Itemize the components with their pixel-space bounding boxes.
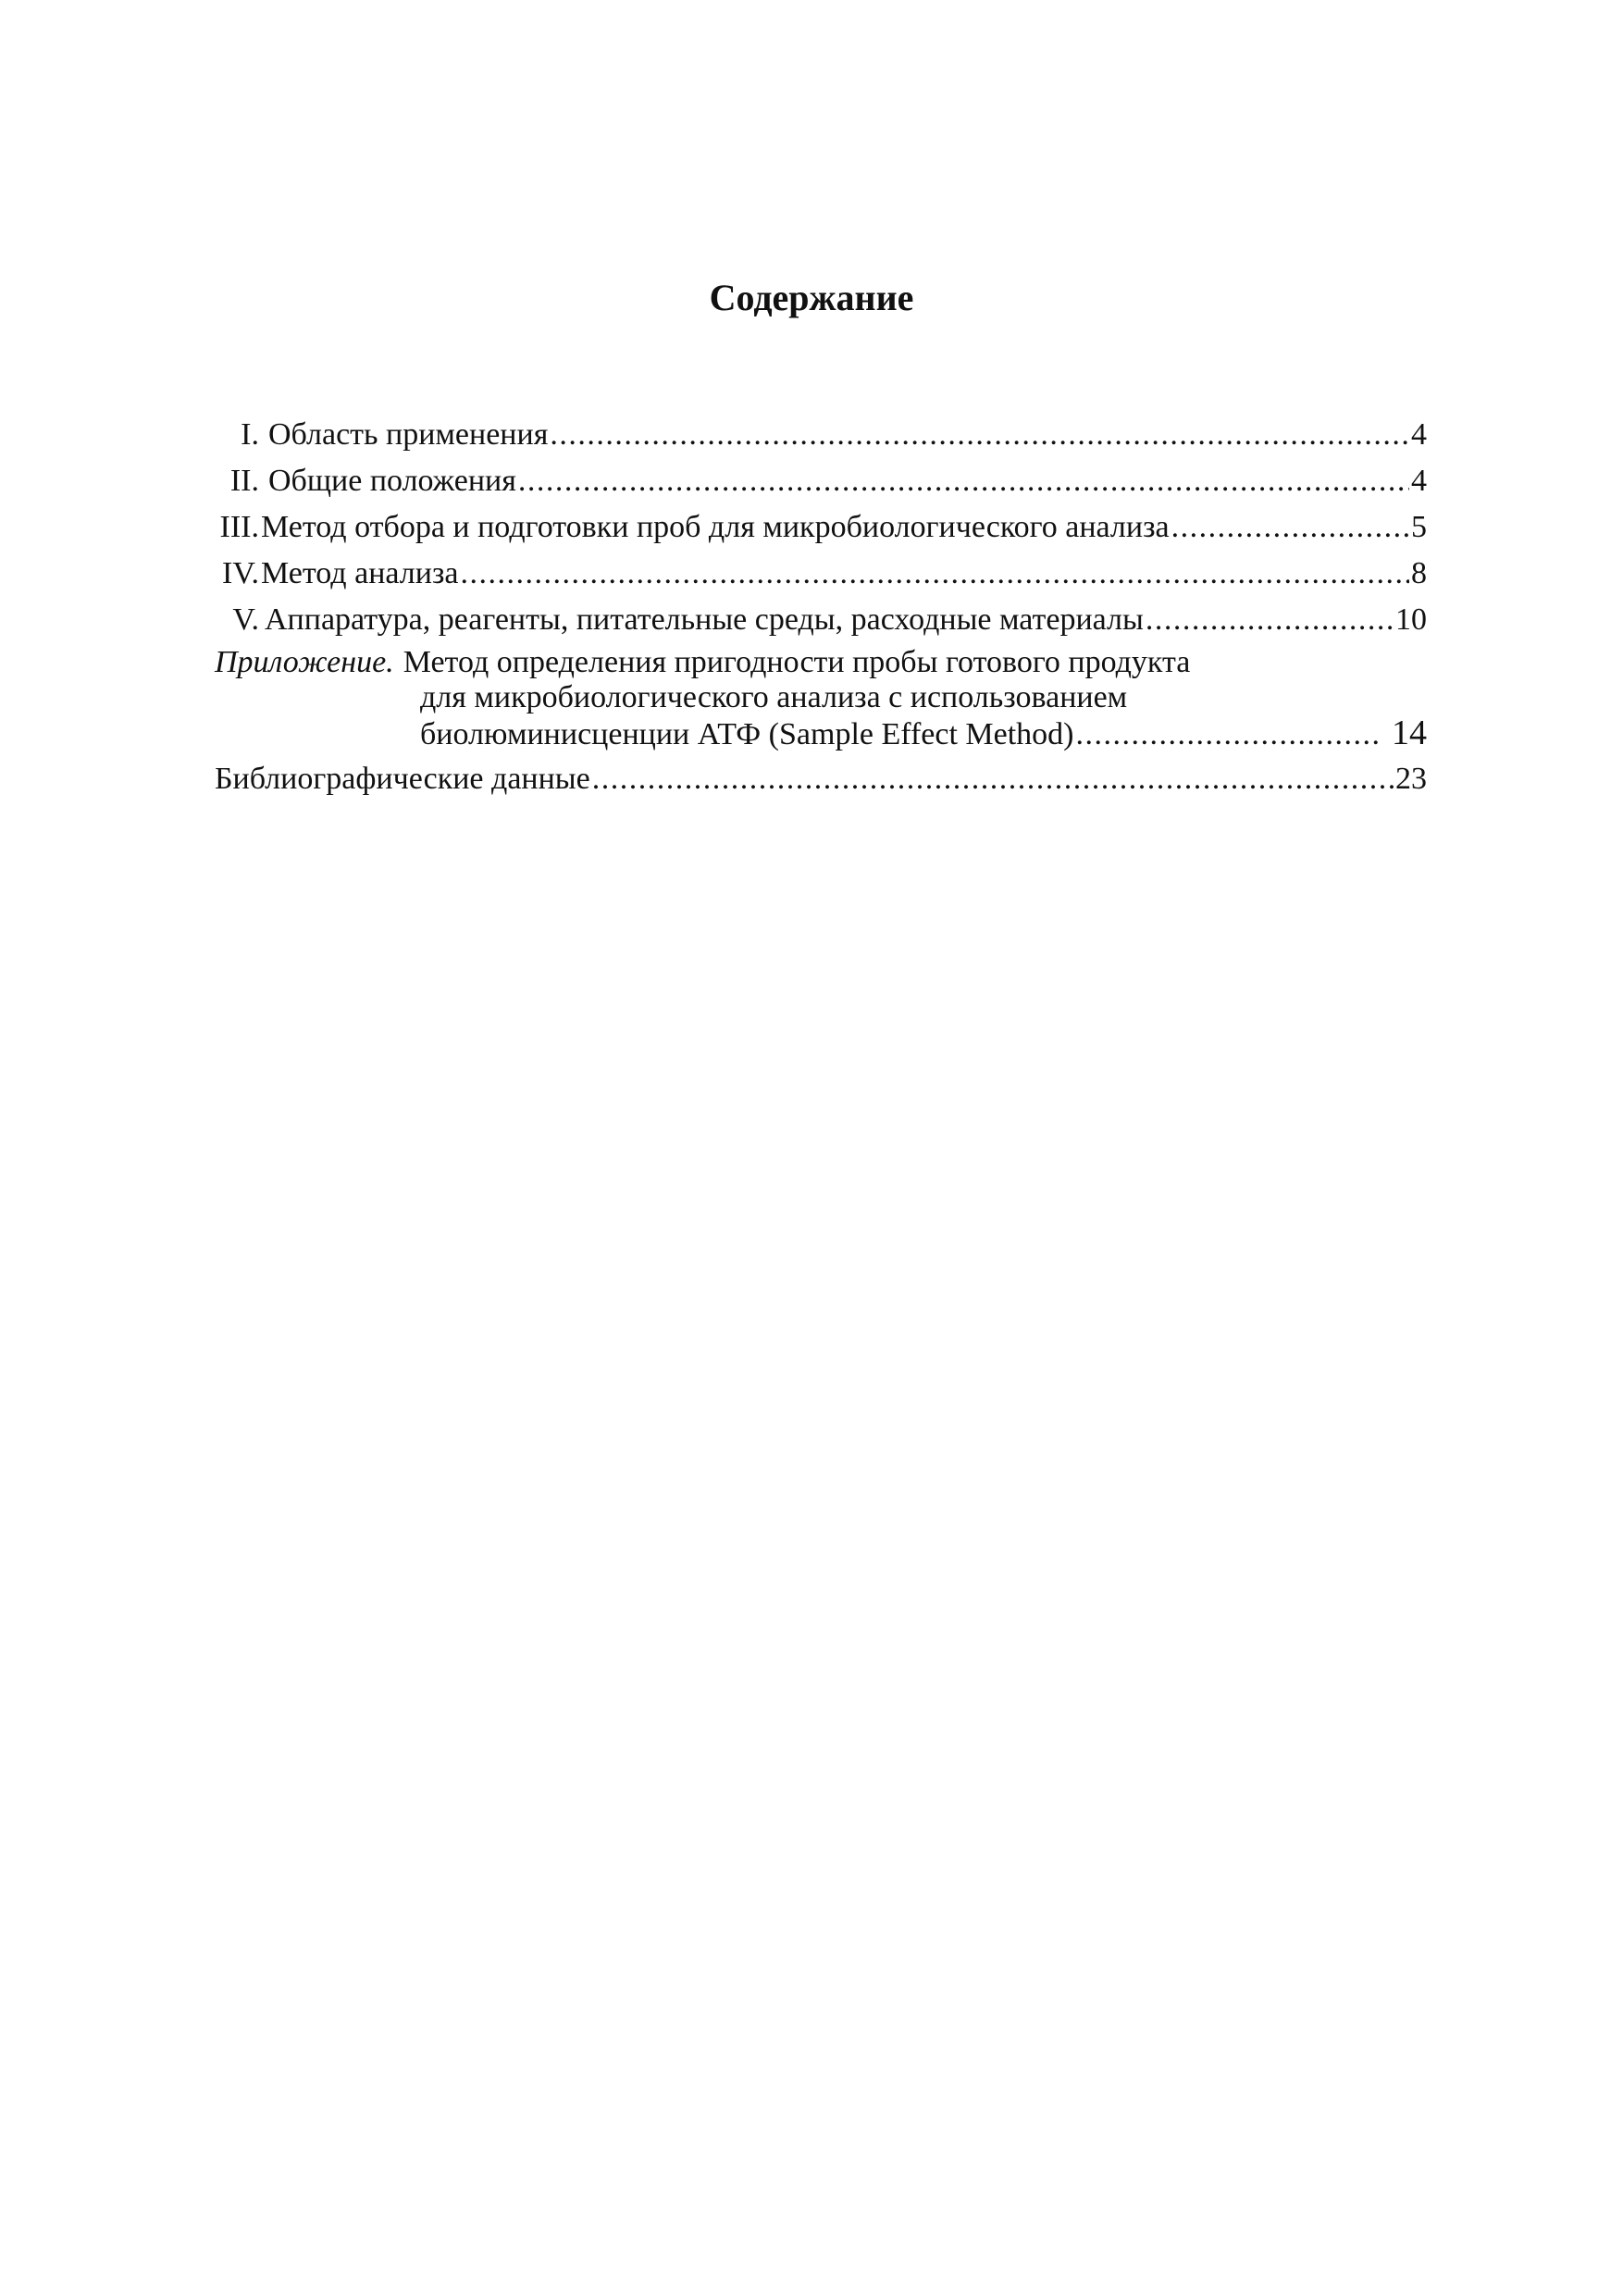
appendix-title-line-1: Метод определения пригодности пробы готового продукта — [403, 645, 1191, 679]
page-title: Содержание — [709, 277, 914, 318]
appendix-title-line-2: для микробиологического анализа с использованием — [420, 680, 1128, 714]
toc-entry-title: Область применения — [268, 417, 549, 452]
toc-entry-4[interactable] — [215, 551, 1427, 597]
toc-entry-page: 10 — [1395, 602, 1427, 637]
toc-entry-5[interactable] — [215, 597, 1427, 643]
toc-entry-page: 23 — [1395, 762, 1427, 796]
toc-entry-number: I. — [241, 417, 259, 452]
toc-entry-title: Аппаратура, реагенты, питательные среды, расходные материалы — [265, 602, 1144, 637]
toc-entry-number: III. — [219, 510, 259, 544]
dot-leader — [460, 551, 1409, 597]
toc-entry-title: Библиографические данные — [215, 762, 590, 796]
appendix-label: Приложение. — [215, 645, 394, 679]
toc-entry-1[interactable] — [215, 412, 1427, 458]
dot-leader — [1171, 504, 1409, 551]
toc-entry-page: 4 — [1411, 464, 1427, 498]
dot-leader — [1146, 597, 1394, 643]
table-of-contents — [215, 412, 1427, 802]
toc-entry-title: Метод отбора и подготовки проб для микробиологического анализа — [261, 510, 1170, 544]
dot-leader — [518, 458, 1409, 504]
toc-entry-number: II. — [229, 464, 259, 498]
toc-entry-page: 5 — [1411, 510, 1427, 544]
toc-entry-3[interactable] — [215, 504, 1427, 551]
toc-entry-page: 4 — [1411, 417, 1427, 452]
appendix-title-line-3: биолюминисценции АТФ (Sample Effect Method) — [420, 717, 1074, 751]
appendix-line-1 — [215, 645, 1427, 680]
toc-entry-title: Метод анализа — [261, 556, 459, 590]
toc-entry-number: IV. — [222, 556, 259, 590]
appendix-line-2 — [215, 680, 1427, 715]
toc-entry-bibliography[interactable] — [215, 756, 1427, 802]
dot-leader — [592, 756, 1394, 802]
dot-leader — [1076, 717, 1380, 752]
toc-entry-number: V. — [232, 602, 259, 637]
appendix-line-3 — [215, 715, 1427, 751]
toc-entry-appendix[interactable] — [215, 645, 1427, 756]
dot-leader — [550, 412, 1409, 458]
toc-entry-page: 8 — [1411, 556, 1427, 590]
toc-entry-page: 14 — [1392, 714, 1427, 752]
toc-entry-2[interactable] — [215, 458, 1427, 504]
toc-entry-title: Общие положения — [268, 464, 516, 498]
